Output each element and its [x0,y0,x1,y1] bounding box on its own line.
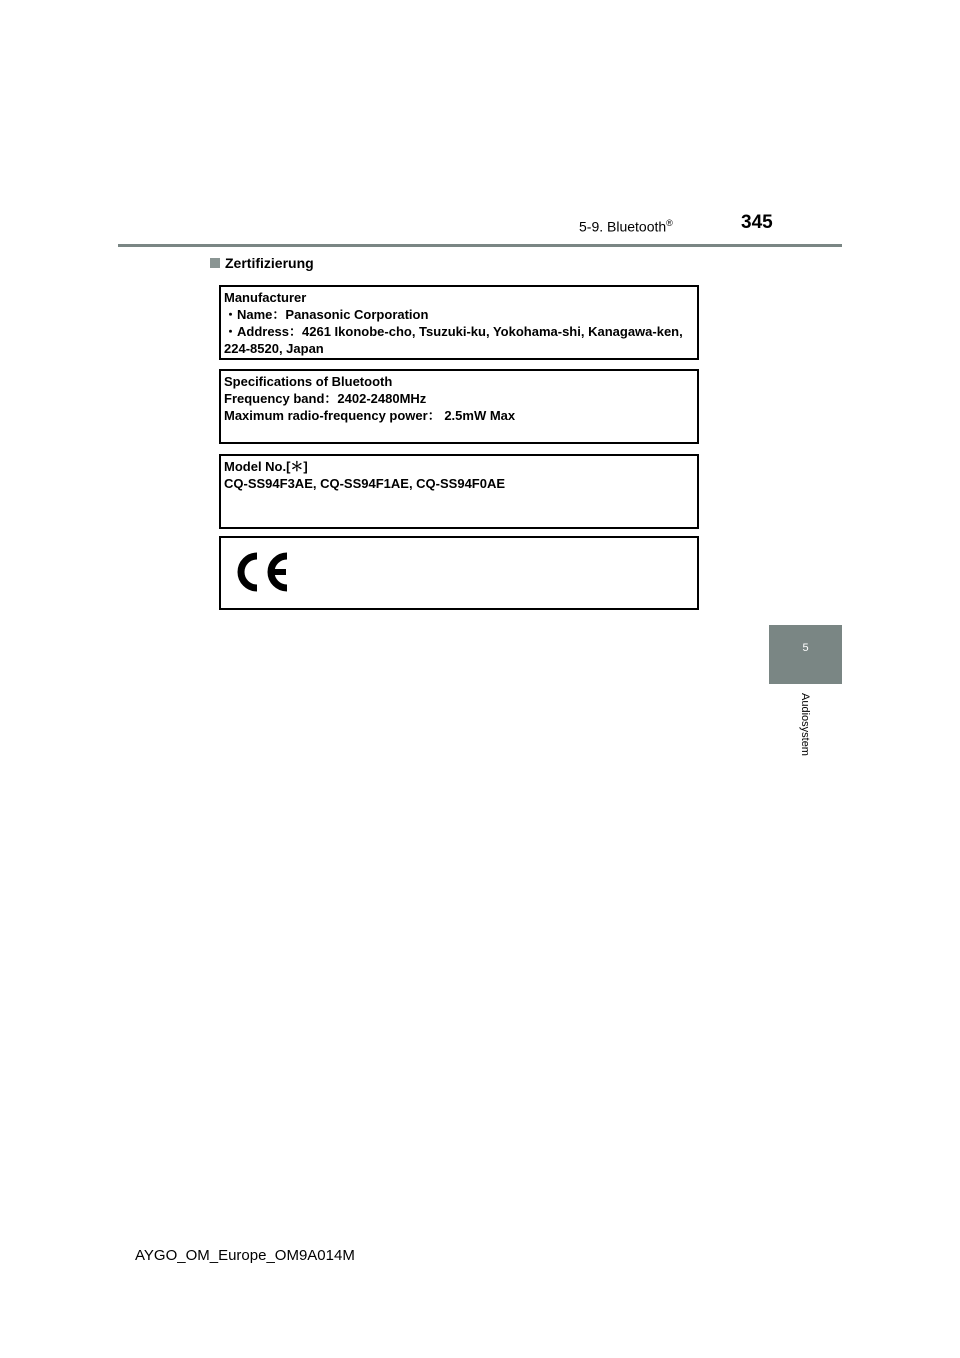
chapter-side-label: Audiosystem [799,693,811,756]
specifications-box [219,369,699,444]
section-title [579,218,673,235]
registered-mark: ® [666,218,673,228]
model-heading: Model No.[＊] [224,459,308,474]
manufacturer-name: ・Name：Panasonic Corporation [224,307,429,322]
ce-box [219,536,699,610]
square-bullet-icon [210,258,220,268]
ce-mark-icon [231,548,293,596]
specifications-heading: Specifications of Bluetooth [224,374,393,389]
model-numbers: CQ-SS94F3AE, CQ-SS94F1AE, CQ-SS94F0AE [224,476,506,491]
max-power: Maximum radio-frequency power： 2.5mW Max [224,408,516,423]
document-code: AYGO_OM_Europe_OM9A014M [135,1247,355,1264]
manufacturer-heading: Manufacturer [224,290,307,305]
manufacturer-address: ・Address：4261 Ikonobe-cho, Tsuzuki-ku, Yokohama-shi, Kanagawa-ken, 224-8520, Japan [224,324,683,356]
subheading-text: Zertifizierung [225,255,314,271]
frequency-band: Frequency band：2402-2480MHz [224,391,427,406]
header-rule [118,244,842,247]
manufacturer-box [219,285,699,360]
chapter-tab: 5 [769,625,842,684]
page-number: 345 [741,212,773,233]
model-box [219,454,699,529]
section-title-text: 5-9. Bluetooth [579,218,667,235]
subheading [210,255,314,271]
